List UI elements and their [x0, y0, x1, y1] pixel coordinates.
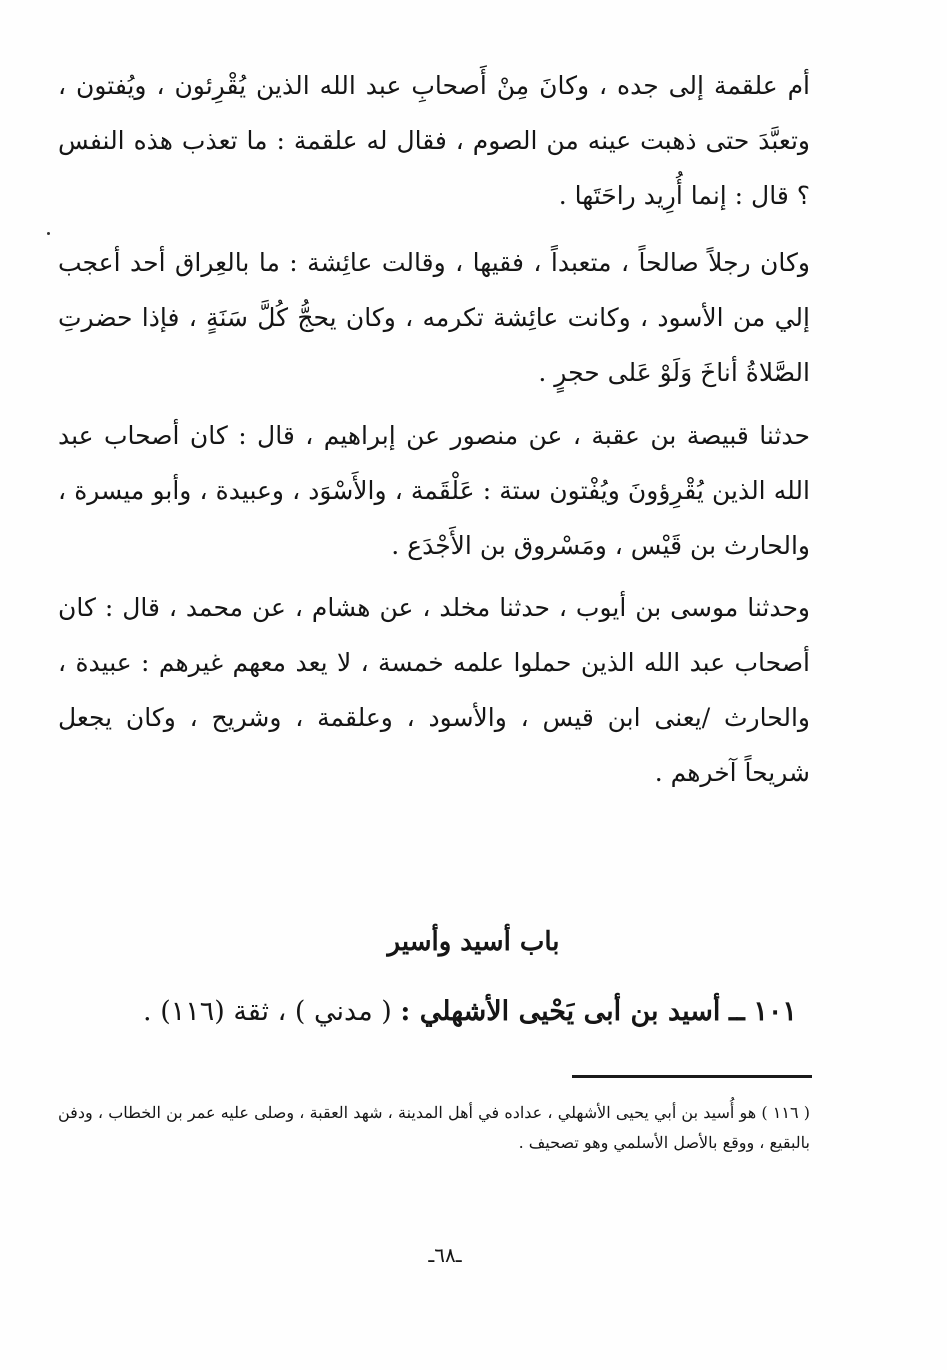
scan-speck [47, 232, 50, 235]
footnote: ( ١١٦ ) هو أُسيد بن أبي يحيى الأشهلي ، عداده في أهل المدينة ، شهد العقبة ، وصلى عليه عمر بن الخطاب ، ودفن بالبقيع ، ووقع بالأصل الأسلمي وهو تصحيف . [58, 1103, 810, 1152]
entry-number: ١٠١ [753, 996, 797, 1027]
paragraph-3: حدثنا قبيصة بن عقبة ، عن منصور عن إبراهيم ، قال : كان أصحاب عبد الله الذين يُقْرِؤونَ ويُفْتون ستة : عَلْقَمة ، والأَسْوَد ، وعبيدة ، وأبو ميسرة ، والحارث بن قَيْس ، ومَسْروق بن الأَجْدَع . [58, 421, 810, 560]
paragraph-4: وحدثنا موسى بن أيوب ، حدثنا مخلد ، عن هشام ، عن محمد ، قال : كان أصحاب عبد الله الذين حملوا علمه خمسة ، لا يعد معهم غيرهم : عبيدة ، والحارث /يعنى ابن قيس ، والأسود ، وعلقمة ، وشريح ، وكان يجعل شريحاً آخرهم . [58, 593, 810, 787]
paragraph-1: أم علقمة إلى جده ، وكانَ مِنْ أَصحابِ عبد الله الذين يُقْرِئون ، ويُفتون ، وتعبَّدَ حتى ذهبت عينه من الصوم ، فقال له علقمة : ما تعذب هذه النفس ؟ قال : إنما أُرِيد راحَتَها . [58, 71, 810, 210]
page-number: ـ٦٨ـ [428, 1243, 462, 1267]
entry-heading [120, 990, 820, 1034]
section-title: باب أسيد وأسير [387, 927, 560, 957]
entry-dash: ــ [729, 996, 745, 1027]
paragraph-2: وكان رجلاً صالحاً ، متعبداً ، فقيها ، وقالت عائِشة : ما بالعِراق أحد أعجب إلي من الأسود ، وكانت عائِشة تكرمه ، وكان يحجُّ كُلَّ سَنَةٍ ، فإذا حضرتِ الصَّلاةُ أناخَ وَلَوْ عَلى حجرٍ . [58, 248, 810, 387]
entry-name: أسيد بن أبى يَحْيى الأشهلي : [400, 996, 721, 1027]
entry-details: ( مدني ) ، ثقة (١١٦) . [143, 996, 392, 1027]
footnote-divider [572, 1075, 812, 1078]
